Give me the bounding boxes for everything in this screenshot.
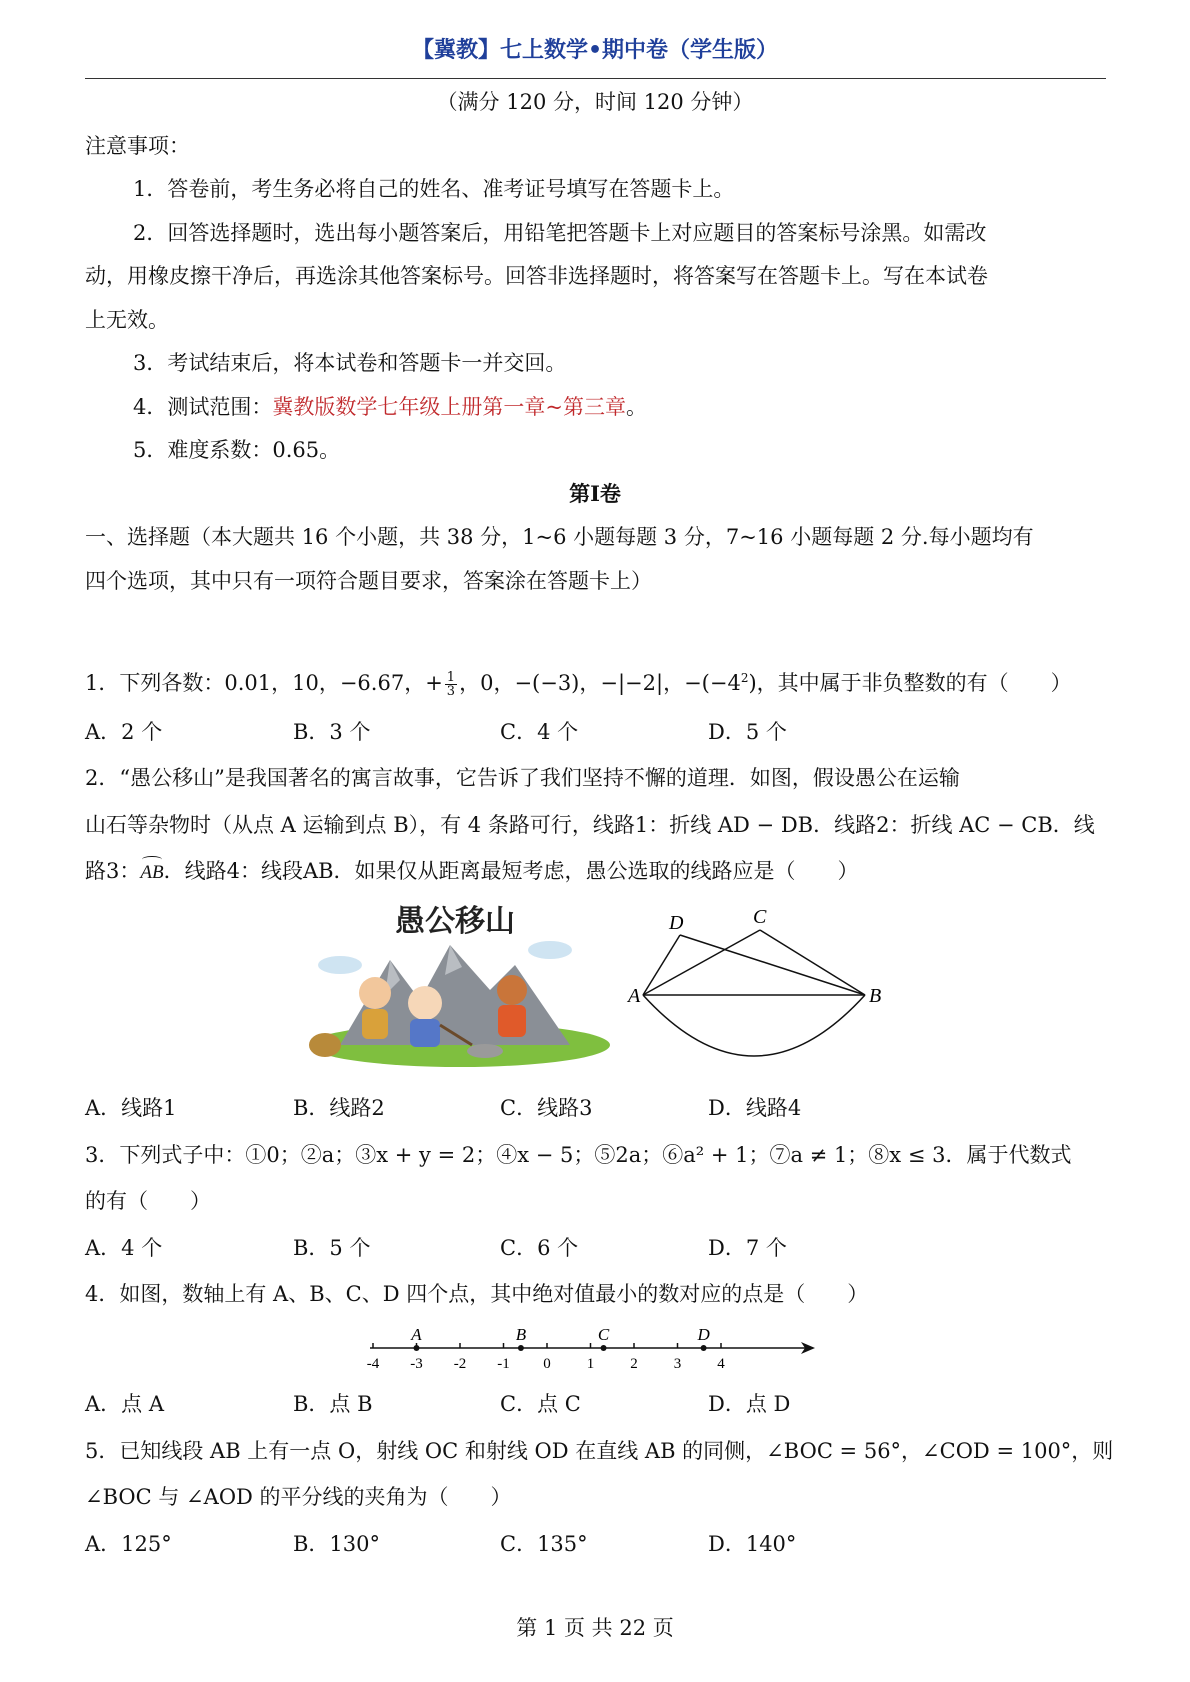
question-5-line-1: 5．已知线段 AB 上有一点 O，射线 OC 和射线 OD 在直线 AB 的同侧，∠BOC = 56°，∠COD = 100°，则 [85, 1439, 1114, 1463]
q1-frac-den: 3 [446, 684, 456, 699]
q4-option-d: D．点 D [708, 1392, 791, 1416]
label-d: D [669, 912, 684, 934]
child-head [359, 977, 391, 1009]
q4-option-a: A．点 A [85, 1392, 165, 1416]
q3-option-d: D．7 个 [708, 1236, 787, 1260]
tick-label: 2 [630, 1356, 638, 1372]
man-body [498, 1005, 526, 1037]
question-2-line-1: 2．“愚公移山”是我国著名的寓言故事，它告诉了我们坚持不懈的道理．如图，假设愚公在运输 [85, 766, 960, 790]
tick-label: -2 [453, 1356, 467, 1372]
label-a: A [628, 985, 641, 1007]
q5-option-d: D．140° [708, 1532, 797, 1556]
test-range: 冀教版数学七年级上册第一章~第三章 [272, 395, 626, 419]
point-c [601, 1345, 607, 1351]
cloud-left [318, 956, 362, 974]
q1-option-d: D．5 个 [708, 720, 787, 744]
elder-body [410, 1019, 440, 1047]
label-c: C [753, 906, 767, 928]
exam-subtitle: （满分 120 分，时间 120 分钟） [436, 90, 754, 114]
illustration-title: 愚公移山 [395, 905, 515, 939]
q1-mid: ，0，−(−3)，−|−2|，−(−4 [459, 671, 741, 695]
point-label-a: A [411, 1325, 422, 1344]
tick-label: 3 [673, 1356, 682, 1372]
tick-label: -4 [366, 1356, 380, 1372]
q1-prefix: 1．下列各数：0.01，10，−6.67，+ [85, 671, 443, 695]
note-4 [133, 392, 647, 422]
q2-option-a: A．线路1 [85, 1096, 177, 1120]
q2-option-c: C．线路3 [500, 1096, 593, 1120]
q5-option-c: C．135° [500, 1532, 588, 1556]
q1-frac-num: 1 [446, 670, 456, 685]
question-3-line-2: 的有（ ） [85, 1189, 211, 1213]
q1-option-a: A．2 个 [85, 720, 163, 744]
question-2-line-3 [85, 856, 859, 888]
label-b: B [869, 985, 882, 1007]
question-4-line-1: 4．如图，数轴上有 A、B、C、D 四个点，其中绝对值最小的数对应的点是（ ） [85, 1282, 869, 1306]
point-label-d: D [697, 1325, 710, 1344]
note-2-line-2: 动，用橡皮擦干净后，再选涂其他答案标号。回答非选择题时，将答案写在答题卡上。写在本试卷 [85, 264, 988, 288]
man-head [497, 975, 527, 1005]
tick-label: 0 [543, 1356, 551, 1372]
note-5: 5．难度系数：0.65。 [133, 438, 341, 462]
question-3-line-1: 3．下列式子中：①0；②a；③x + y = 2；④x − 5；⑤2a；⑥a² + 1；⑦a ≠ 1；⑧x ≤ 3．属于代数式 [85, 1143, 1072, 1167]
point-b [518, 1345, 524, 1351]
tick-label: -3 [410, 1356, 423, 1372]
question-5-line-2: ∠BOC 与 ∠AOD 的平分线的夹角为（ ） [85, 1485, 512, 1509]
question-2-line-2: 山石等杂物时（从点 A 运输到点 B），有 4 条路可行，线路1：折线 AD − DB．线路2：折线 AC − CB．线 [85, 813, 1095, 837]
q5-option-a: A．125° [85, 1532, 172, 1556]
note-2-line-3: 上无效。 [85, 308, 169, 332]
point-label-c: C [597, 1325, 610, 1344]
q1-option-c: C．4 个 [500, 720, 579, 744]
q1-option-b: B．3 个 [293, 720, 371, 744]
segment-ac [643, 930, 760, 995]
question-1-stem [85, 663, 1072, 698]
q2-option-d: D．线路4 [708, 1096, 802, 1120]
q2-line-3-suffix: ．线路4：线段AB．如果仅从距离最短考虑，愚公选取的线路应是（ ） [163, 859, 859, 883]
tick-label: 4 [717, 1356, 725, 1372]
note-2-line-1: 2．回答选择题时，选出每小题答案后，用铅笔把答题卡上对应题目的答案标号涂黑。如需改 [133, 221, 987, 245]
point-a [414, 1345, 420, 1351]
q4-option-c: C．点 C [500, 1392, 581, 1416]
segment-cb [760, 930, 865, 995]
q2-option-b: B．线路2 [293, 1096, 385, 1120]
q1-suffix: )，其中属于非负整数的有（ ） [748, 671, 1072, 695]
section-1-line-2: 四个选项，其中只有一项符合题目要求，答案涂在答题卡上） [85, 569, 652, 593]
number-line [365, 1322, 825, 1382]
q4-option-b: B．点 B [293, 1392, 373, 1416]
rock [467, 1044, 503, 1058]
notes-heading: 注意事项： [85, 134, 190, 158]
q3-option-b: B．5 个 [293, 1236, 371, 1260]
q1-fraction [445, 671, 457, 698]
segment-db [680, 935, 865, 995]
number-line-points [410, 1325, 710, 1351]
child-body [362, 1009, 388, 1039]
q1-exponent: 2 [740, 671, 749, 685]
arc-ab-label: AB [140, 858, 163, 888]
point-label-b: B [515, 1325, 527, 1344]
note-4-suffix: 。 [625, 395, 647, 419]
section-1-line-1: 一、选择题（本大题共 16 个小题，共 38 分，1~6 小题每题 3 分，7~16 小题每题 2 分.每小题均有 [85, 525, 1034, 549]
cloud-right [528, 941, 572, 959]
q5-option-b: B．130° [293, 1532, 381, 1556]
tick-label: 1 [586, 1356, 595, 1372]
volume-title: 第Ⅰ卷 [569, 481, 621, 506]
elder-head [408, 986, 442, 1020]
arc-ab [643, 995, 865, 1056]
note-4-prefix: 4．测试范围： [133, 395, 273, 419]
q3-option-a: A．4 个 [85, 1236, 163, 1260]
note-1: 1．答卷前，考生务必将自己的姓名、准考证号填写在答题卡上。 [133, 177, 735, 201]
route-diagram [625, 905, 895, 1065]
tick-label: -1 [497, 1356, 510, 1372]
q3-option-c: C．6 个 [500, 1236, 579, 1260]
q2-line-3-prefix: 路3： [85, 859, 141, 883]
header-rule [85, 78, 1106, 79]
note-3: 3．考试结束后，将本试卷和答题卡一并交回。 [133, 351, 567, 375]
page-header-title: 【冀教】七上数学•期中卷（学生版） [411, 38, 779, 63]
segment-ad [643, 935, 680, 995]
basket [309, 1033, 341, 1057]
page-footer: 第 1 页 共 22 页 [516, 1616, 674, 1640]
point-d [701, 1345, 707, 1351]
yugong-illustration [300, 905, 610, 1070]
